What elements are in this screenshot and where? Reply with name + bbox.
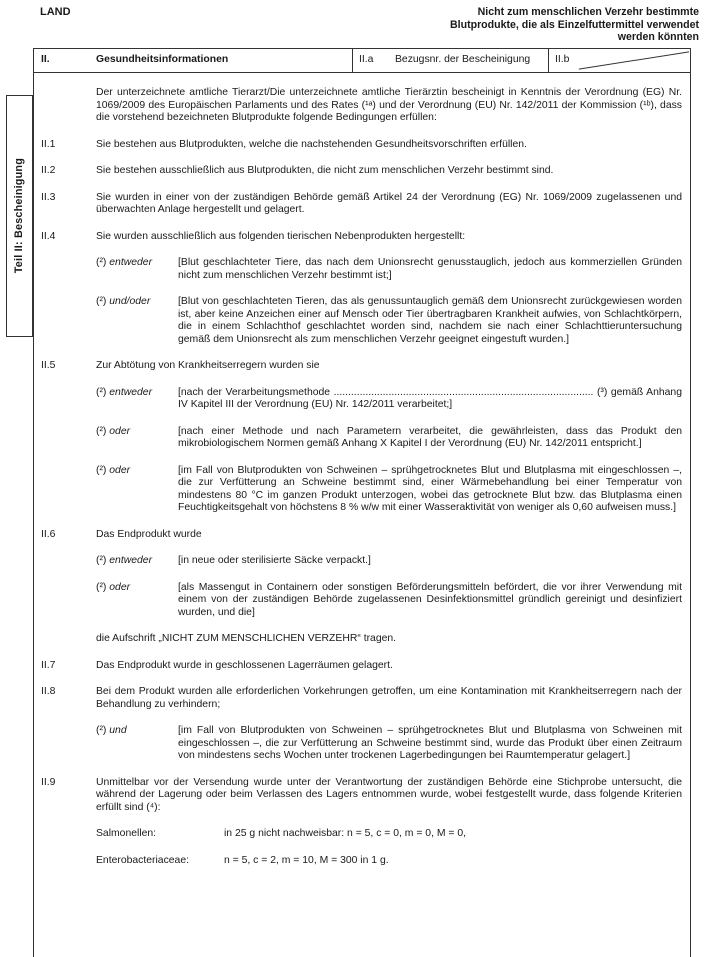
option-word: entweder <box>109 555 153 566</box>
option-label <box>96 426 178 451</box>
item-text: Das Endprodukt wurde <box>96 528 202 540</box>
option-row <box>96 465 682 515</box>
option-word: oder <box>109 425 131 437</box>
document-title-line: werden könnten <box>617 31 699 44</box>
field-label: Bezugsnr. der Bescheinigung <box>395 54 531 66</box>
item-text: Sie wurden ausschließlich aus folgenden tierischen Nebenprodukten hergestellt: <box>96 230 466 242</box>
option-text: [nach einer Methode und nach Parametern verarbeitet, die gewährleisten, dass das Produkt den mikrobiologischem Normen gemäß Anhang X Kapitel I der Verordnung (EU) Nr. 142/2011 entspricht.] <box>178 425 682 449</box>
intro-paragraph: Der unterzeichnete amtliche Tierarzt/Die unterzeichnete amtliche Tierärztin bescheinigt in Kenntnis der Verordnung (EG) Nr. 1069/2009 des Europäischen Parlaments und des Rates (¹ᵃ) und der Verordnung (EU) Nr. 142/2011 der Kommission (¹ᵇ), dass die vorstehend bezeichneten Blutprodukte folgende Bedingungen erfüllen: <box>96 87 682 123</box>
item-number: II.4 <box>41 230 56 242</box>
field-number: II.a <box>359 54 374 66</box>
option-row <box>96 426 682 451</box>
option-label <box>96 725 178 763</box>
option-row <box>96 387 682 412</box>
option-text: [als Massengut in Containern oder sonstigen Beförderungsmitteln befördert, die vor ihrer Verwendung mit einem von der zuständigen Behörde zugelassenen Desinfektionsmittel gründlich gereinigt und desinfiziert wurden, und die] <box>178 581 682 618</box>
item-number: II.2 <box>41 165 56 176</box>
section-title: Gesundheitsinformationen <box>96 54 229 66</box>
part-ii-sidebar-label: Teil II: Bescheinigung <box>13 158 26 274</box>
header-cell-iib <box>548 49 690 72</box>
option-text: [Blut von geschlachteten Tieren, das als genussuntauglich gemäß dem Unionsrecht zurückgewiesen worden ist, aber keine Anzeichen einer auf Mensch oder Tier übertragbaren Krankheit aufwies, von Schlachtkörpern, die in einem Schlachthof geschlachtet worden sind, nachdem sie nach einer Schlachttieruntersuchung gemäß dem Unionsrecht als zum menschlichen Verzehr geeignet eingestuft wurden.] <box>178 296 682 345</box>
option-row <box>96 725 682 763</box>
document-title <box>450 6 699 44</box>
item-text: Das Endprodukt wurde in geschlossenen Lagerräumen gelagert. <box>96 659 393 671</box>
item-ii6 <box>41 529 682 646</box>
item-ii2 <box>41 165 682 178</box>
header-cell-health-info <box>34 49 352 72</box>
item-ii5 <box>41 360 682 515</box>
criterion-row <box>96 855 682 868</box>
certificate-table <box>33 48 691 957</box>
document-title-line: Nicht zum menschlichen Verzehr bestimmte <box>477 6 699 18</box>
option-row <box>96 582 682 620</box>
footnote-marker: (²) <box>96 725 110 736</box>
item-number: II.3 <box>41 191 56 203</box>
item-number: II.1 <box>41 138 56 150</box>
footnote-marker: (²) <box>96 464 110 476</box>
criterion-name: Enterobacteriaceae: <box>96 854 189 866</box>
footnote-marker: (²) <box>96 555 110 566</box>
option-label <box>96 555 178 568</box>
option-word: und/oder <box>109 296 151 307</box>
field-number: II.b <box>555 54 570 66</box>
criterion-row <box>96 828 682 841</box>
item-body <box>96 777 682 868</box>
option-word: entweder <box>109 386 153 398</box>
option-text: [im Fall von Blutprodukten von Schweinen – sprühgetrocknetes Blut und Blutplasma mit eingeschlossen –, die zur Verfütterung an Schweine bestimmt sind, einer Wärmebehandlung bei einer Temperatur von mindestens 80 °C im ganzen Produkt unterzogen, wobei das getrocknete Blut bzw. das Blutplasma einen Feuchtigkeitsgehalt von höchstens 8 % w/w mit einer Wasseraktivität von weniger als 0,60 aufweisen muss.] <box>178 464 682 513</box>
item-ii1 <box>41 139 682 152</box>
item-text: Unmittelbar vor der Versendung wurde unter der Verantwortung der zuständigen Behörde eine Stichprobe untersucht, die während der Lagerung oder beim Verlassen des Lagers entnommen wurde, wobei festgestellt wurde, dass folgende Kriterien erfüllt sind (⁴): <box>96 776 682 813</box>
certificate-body <box>34 73 690 867</box>
footnote-marker: (²) <box>96 296 110 307</box>
item-body <box>96 529 682 646</box>
footnote-marker: (²) <box>96 257 110 268</box>
header-cell-reference-number <box>352 49 548 72</box>
diagonal-strikethrough-line <box>549 49 690 72</box>
footnote-marker: (²) <box>96 425 110 437</box>
option-label <box>96 296 178 346</box>
item-number: II.5 <box>41 360 56 371</box>
item-ii9 <box>41 777 682 868</box>
item-text: Sie bestehen ausschließlich aus Blutprodukten, die nicht zum menschlichen Verzehr bestimmt sind. <box>96 165 554 176</box>
item-ii7 <box>41 660 682 673</box>
criterion-value: in 25 g nicht nachweisbar: n = 5, c = 0, m = 0, M = 0, <box>224 828 467 839</box>
page-header <box>40 6 699 44</box>
inscription-clause: die Aufschrift „NICHT ZUM MENSCHLICHEN VERZEHR“ tragen. <box>96 633 397 644</box>
item-body <box>96 686 682 763</box>
item-number: II.8 <box>41 686 56 697</box>
item-text: Bei dem Produkt wurden alle erforderlichen Vorkehrungen getroffen, um eine Kontamination mit Krankheitserregern nach der Behandlung zu verhindern; <box>96 686 682 710</box>
option-word: oder <box>109 464 131 476</box>
document-title-line: Blutprodukte, die als Einzelfuttermittel verwendet <box>450 18 699 31</box>
option-word: und <box>109 725 127 736</box>
part-ii-sidebar <box>6 95 33 337</box>
option-row <box>96 555 682 568</box>
option-word: oder <box>109 581 131 593</box>
option-word: entweder <box>109 257 153 268</box>
item-number: II.9 <box>41 776 56 788</box>
option-label <box>96 387 178 412</box>
table-header-row <box>34 49 690 73</box>
option-text: [Blut geschlachteter Tiere, das nach dem Unionsrecht genusstauglich, jedoch aus kommerziellen Gründen nicht zum menschlichen Verzehr bestimmt ist;] <box>178 257 682 281</box>
option-row <box>96 257 682 282</box>
item-number: II.6 <box>41 528 56 540</box>
footnote-marker: (²) <box>96 581 110 593</box>
criterion-name: Salmonellen: <box>96 828 157 839</box>
option-label <box>96 582 178 620</box>
item-text: Sie bestehen aus Blutprodukten, welche die nachstehenden Gesundheitsvorschriften erfüllen. <box>96 138 527 150</box>
section-number: II. <box>41 54 50 66</box>
item-text: Sie wurden in einer von der zuständigen Behörde gemäß Artikel 24 der Verordnung (EG) Nr. 1069/2009 zugelassenen und überwachten Anlage hergestellt und gelagert. <box>96 191 682 215</box>
item-number: II.7 <box>41 659 56 671</box>
option-text: [im Fall von Blutprodukten von Schweinen – sprühgetrocknetes Blut und Blutplasma von Schweinen mit eingeschlossen –, die zur Verfütterung an Schweine bestimmt sind, wurde das Produkt über einen Zeitraum von mindestens sechs Wochen unter trockenen Lagerbedingungen bei Raumtemperatur gelagert.] <box>178 725 682 761</box>
option-label <box>96 465 178 515</box>
item-ii4 <box>41 231 682 347</box>
item-text: Zur Abtötung von Krankheitserregern wurden sie <box>96 360 320 371</box>
criterion-value: n = 5, c = 2, m = 10, M = 300 in 1 g. <box>224 854 389 866</box>
item-ii8 <box>41 686 682 763</box>
option-text: [in neue oder sterilisierte Säcke verpackt.] <box>178 555 371 566</box>
item-ii3 <box>41 192 682 217</box>
item-body <box>96 360 682 515</box>
option-label <box>96 257 178 282</box>
item-body <box>96 231 682 347</box>
option-text: [nach der Verarbeitungsmethode .......................................................................................... (³) gemäß Anhang IV Kapitel III der Verordnung (EU) Nr. 142/2011 verarbeitet;] <box>178 386 682 410</box>
footnote-marker: (²) <box>96 386 110 398</box>
country-label: LAND <box>40 6 71 18</box>
option-row <box>96 296 682 346</box>
